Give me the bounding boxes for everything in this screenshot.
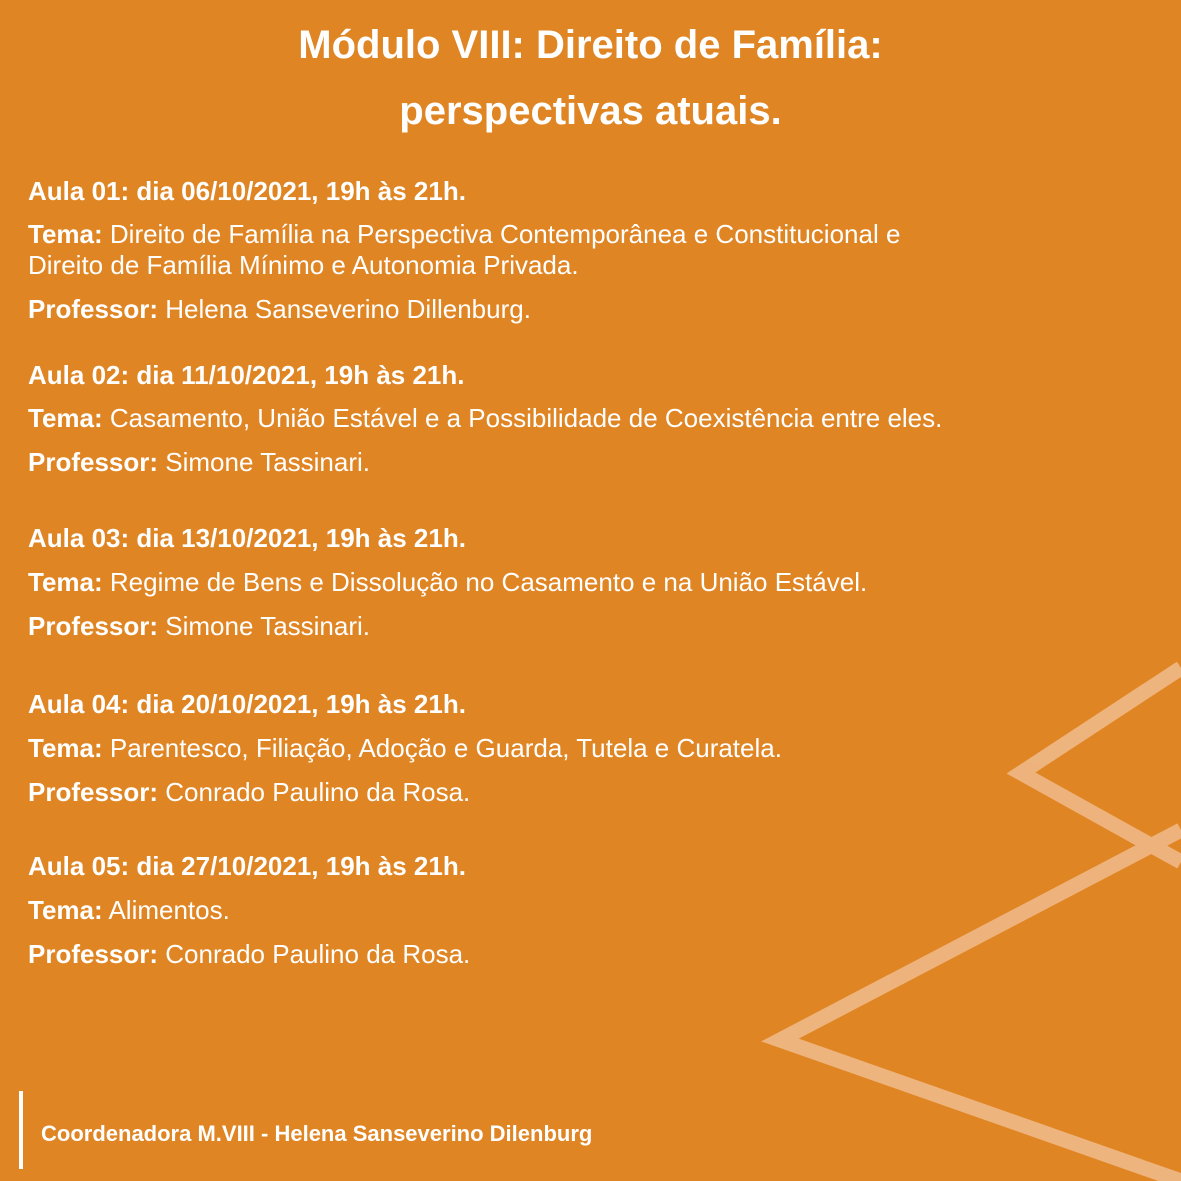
aula-03-header: Aula 03: dia 13/10/2021, 19h às 21h. [28,523,466,553]
aula-01-tema [28,219,900,250]
aula-01-header: Aula 01: dia 06/10/2021, 19h às 21h. [28,176,466,206]
professor-label: Professor: [28,939,159,969]
tema-label: Tema: [28,895,103,925]
professor-label: Professor: [28,777,159,807]
tema-label: Tema: [28,567,103,597]
aula-04-professor-name: Conrado Paulino da Rosa. [165,777,471,807]
aula-04-professor [28,777,470,808]
aula-02-header: Aula 02: dia 11/10/2021, 19h às 21h. [28,360,465,390]
aula-05-header: Aula 05: dia 27/10/2021, 19h às 21h. [28,851,466,881]
aula-04-header: Aula 04: dia 20/10/2021, 19h às 21h. [28,689,466,719]
aula-01-tema-text: Direito de Família na Perspectiva Contemporânea e Constitucional e [109,219,901,249]
aula-03-tema-text: Regime de Bens e Dissolução no Casamento e na União Estável. [109,567,868,597]
professor-label: Professor: [28,611,159,641]
aula-05-professor [28,939,470,970]
aula-02-professor [28,447,370,478]
aula-02-tema [28,403,942,434]
tema-label: Tema: [28,403,103,433]
aula-04-tema [28,733,782,764]
aula-04-tema-text: Parentesco, Filiação, Adoção e Guarda, Tutela e Curatela. [109,733,782,763]
aula-05-tema [28,895,230,926]
professor-label: Professor: [28,294,159,324]
aula-02-professor-name: Simone Tassinari. [165,447,371,477]
aula-03-professor-name: Simone Tassinari. [165,611,371,641]
aula-01-professor [28,294,531,325]
professor-label: Professor: [28,447,159,477]
page-title-line1: Módulo VIII: Direito de Família: [298,23,883,67]
aula-05-professor-name: Conrado Paulino da Rosa. [165,939,471,969]
aula-03-professor [28,611,370,642]
tema-label: Tema: [28,219,103,249]
aula-01-professor-name: Helena Sanseverino Dillenburg. [165,294,531,324]
aula-01-tema-continuation: Direito de Família Mínimo e Autonomia Privada. [28,250,579,280]
tema-label: Tema: [28,733,103,763]
footer-accent-bar [19,1091,23,1169]
footer-coordinator: Coordenadora M.VIII - Helena Sanseverino Dilenburg [41,1121,593,1146]
aula-02-tema-text: Casamento, União Estável e a Possibilidade de Coexistência entre eles. [109,403,943,433]
page-title-line2: perspectivas atuais. [399,89,782,133]
aula-05-tema-text: Alimentos. [108,895,230,925]
aula-03-tema [28,567,867,598]
